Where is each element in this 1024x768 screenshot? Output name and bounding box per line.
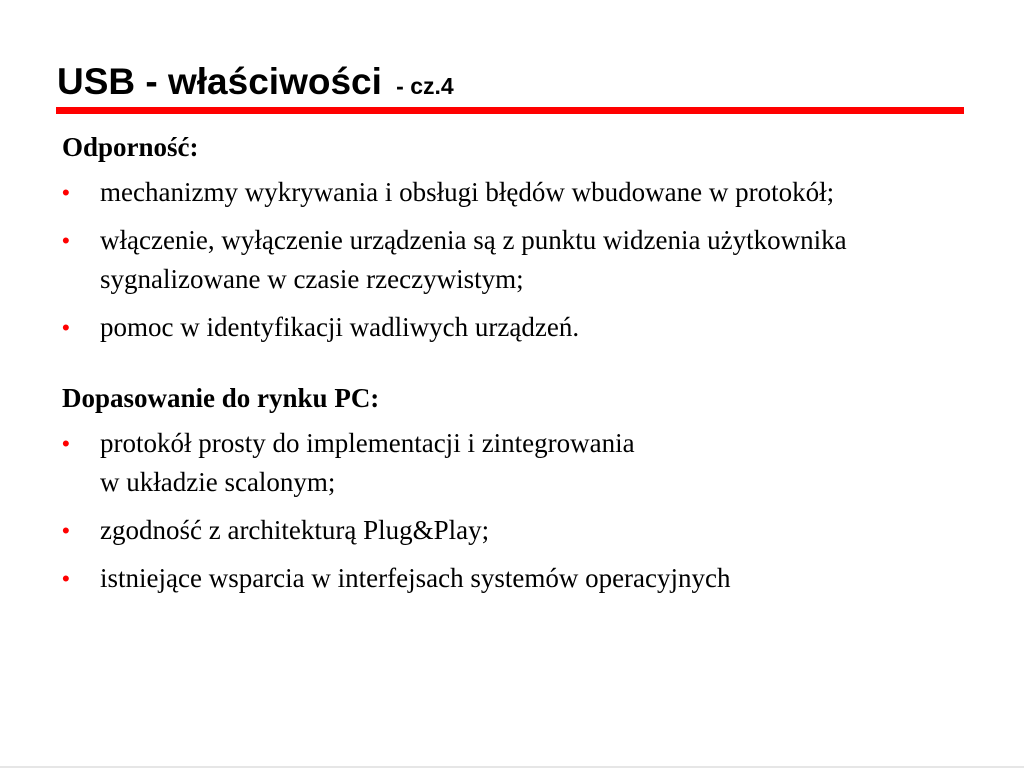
bullet-text: istniejące wsparcia w interfejsach systemów operacyjnych	[100, 563, 731, 593]
bullet-text: włączenie, wyłączenie urządzenia są z punktu widzenia użytkownika sygnalizowane w czasie rzeczywistym;	[100, 225, 847, 294]
bullet-text: pomoc w identyfikacji wadliwych urządzeń.	[100, 312, 580, 342]
section-robustness	[62, 128, 962, 347]
bullet-item	[62, 559, 962, 598]
bullet-item	[62, 424, 962, 502]
section-heading: Dopasowanie do rynku PC:	[62, 383, 380, 413]
slide-subtitle: - cz.4	[396, 73, 454, 99]
bullet-icon: •	[62, 566, 70, 591]
title-underline	[56, 107, 964, 114]
bullet-icon: •	[62, 315, 70, 340]
bullet-list	[62, 173, 962, 347]
slide-title	[57, 58, 454, 110]
slide-title-text: USB - właściwości	[57, 61, 382, 102]
bullet-item	[62, 173, 962, 212]
slide-content	[62, 128, 962, 607]
bullet-text: zgodność z architekturą Plug&Play;	[100, 515, 490, 545]
bullet-text: protokół prosty do implementacji i zintegrowania w układzie scalonym;	[100, 428, 635, 497]
bullet-icon: •	[62, 518, 70, 543]
bullet-text: mechanizmy wykrywania i obsługi błędów wbudowane w protokół;	[100, 177, 835, 207]
bullet-icon: •	[62, 180, 70, 205]
bullet-icon: •	[62, 228, 70, 253]
bullet-item	[62, 221, 962, 299]
bullet-item	[62, 308, 962, 347]
bullet-list	[62, 424, 962, 598]
section-heading: Odporność:	[62, 132, 199, 162]
bullet-item	[62, 511, 962, 550]
section-pc-market-fit	[62, 379, 962, 598]
bullet-icon: •	[62, 431, 70, 456]
